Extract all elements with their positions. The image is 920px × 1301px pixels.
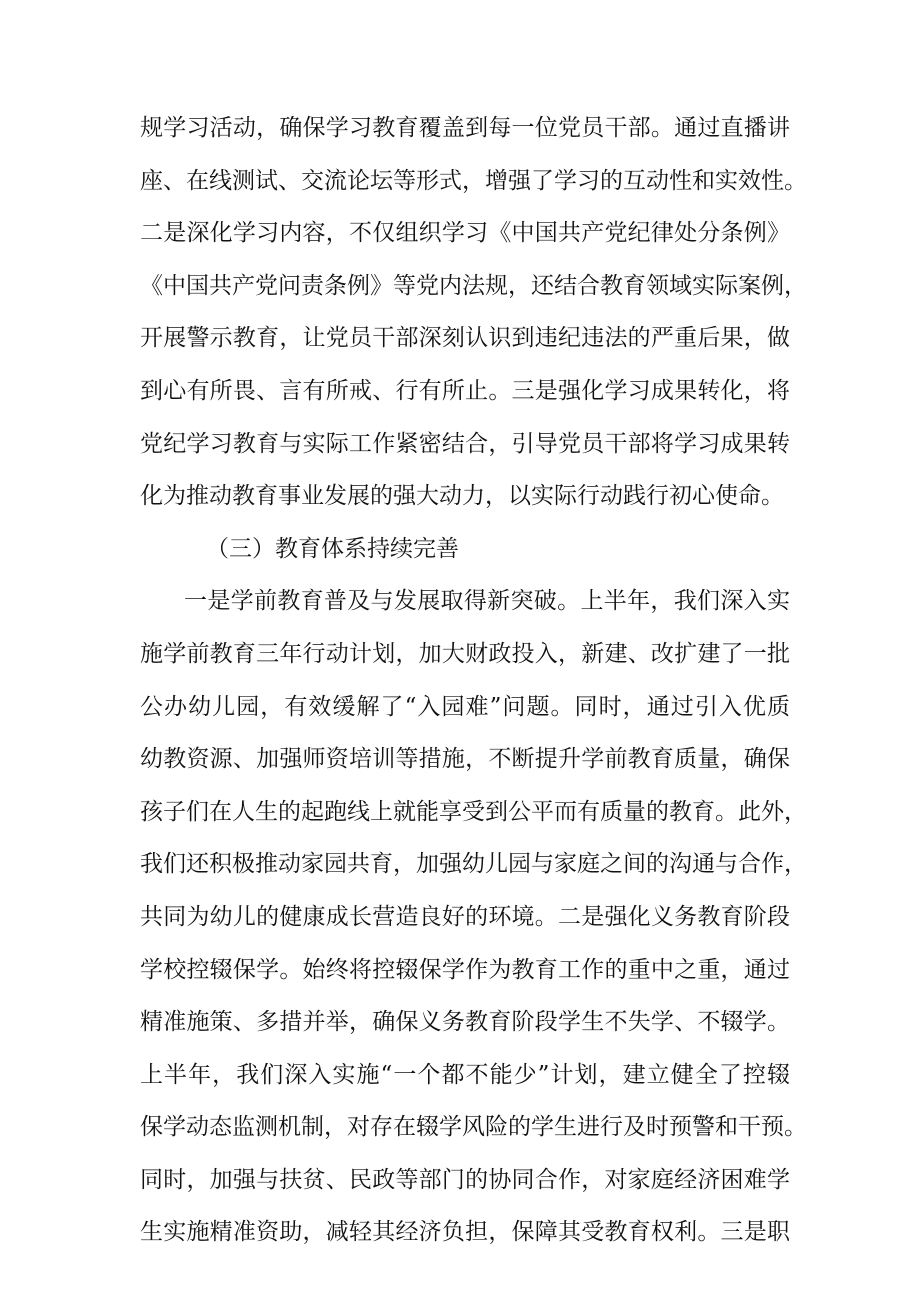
text-line: 我们还积极推动家园共育，加强幼儿园与家庭之间的沟通与合作，	[140, 851, 807, 878]
text-line: 规学习活动，确保学习教育覆盖到每一位党员干部。通过直播讲	[140, 115, 790, 141]
text-line: 学校控辍保学。始终将控辍保学作为教育工作的重中之重，通过	[140, 956, 790, 983]
text-line: 生实施精准资助，减轻其经济负担，保障其受教育权利。三是职	[140, 1219, 790, 1246]
text-line: 公办幼儿园，有效缓解了“入园难”问题。同时，通过引入优质	[140, 693, 790, 720]
text-line: 幼教资源、加强师资培训等措施，不断提升学前教育质量，确保	[140, 746, 790, 773]
text-line: 共同为幼儿的健康成长营造良好的环境。二是强化义务教育阶段	[140, 903, 790, 930]
text-line: 座、在线测试、交流论坛等形式，增强了学习的互动性和实效性。	[140, 167, 807, 194]
text-line: 保学动态监测机制，对存在辍学风险的学生进行及时预警和干预。	[140, 1114, 807, 1141]
section-heading: （三）教育体系持续完善	[206, 535, 459, 562]
document-body	[140, 102, 807, 1259]
text-line: 《中国共产党问责条例》等党内法规，还结合教育领域实际案例，	[140, 272, 807, 299]
text-line: 党纪学习教育与实际工作紧密结合，引导党员干部将学习成果转	[140, 430, 790, 457]
text-line: 到心有所畏、言有所戒、行有所止。三是强化学习成果转化，将	[140, 377, 790, 404]
text-line: 施学前教育三年行动计划，加大财政投入，新建、改扩建了一批	[140, 640, 790, 667]
text-line: 一是学前教育普及与发展取得新突破。上半年，我们深入实	[184, 588, 790, 615]
text-line: 化为推动教育事业发展的强大动力，以实际行动践行初心使命。	[140, 483, 784, 510]
text-line: 孩子们在人生的起跑线上就能享受到公平而有质量的教育。此外，	[140, 798, 807, 825]
text-line: 二是深化学习内容，不仅组织学习《中国共产党纪律处分条例》	[140, 220, 790, 247]
text-line: 精准施策、多措并举，确保义务教育阶段学生不失学、不辍学。	[140, 1009, 790, 1036]
text-line: 上半年，我们深入实施“一个都不能少”计划，建立健全了控辍	[140, 1061, 790, 1088]
text-line: 开展警示教育，让党员干部深刻认识到违纪违法的严重后果，做	[140, 325, 790, 352]
text-line: 同时，加强与扶贫、民政等部门的协同合作，对家庭经济困难学	[140, 1166, 790, 1193]
